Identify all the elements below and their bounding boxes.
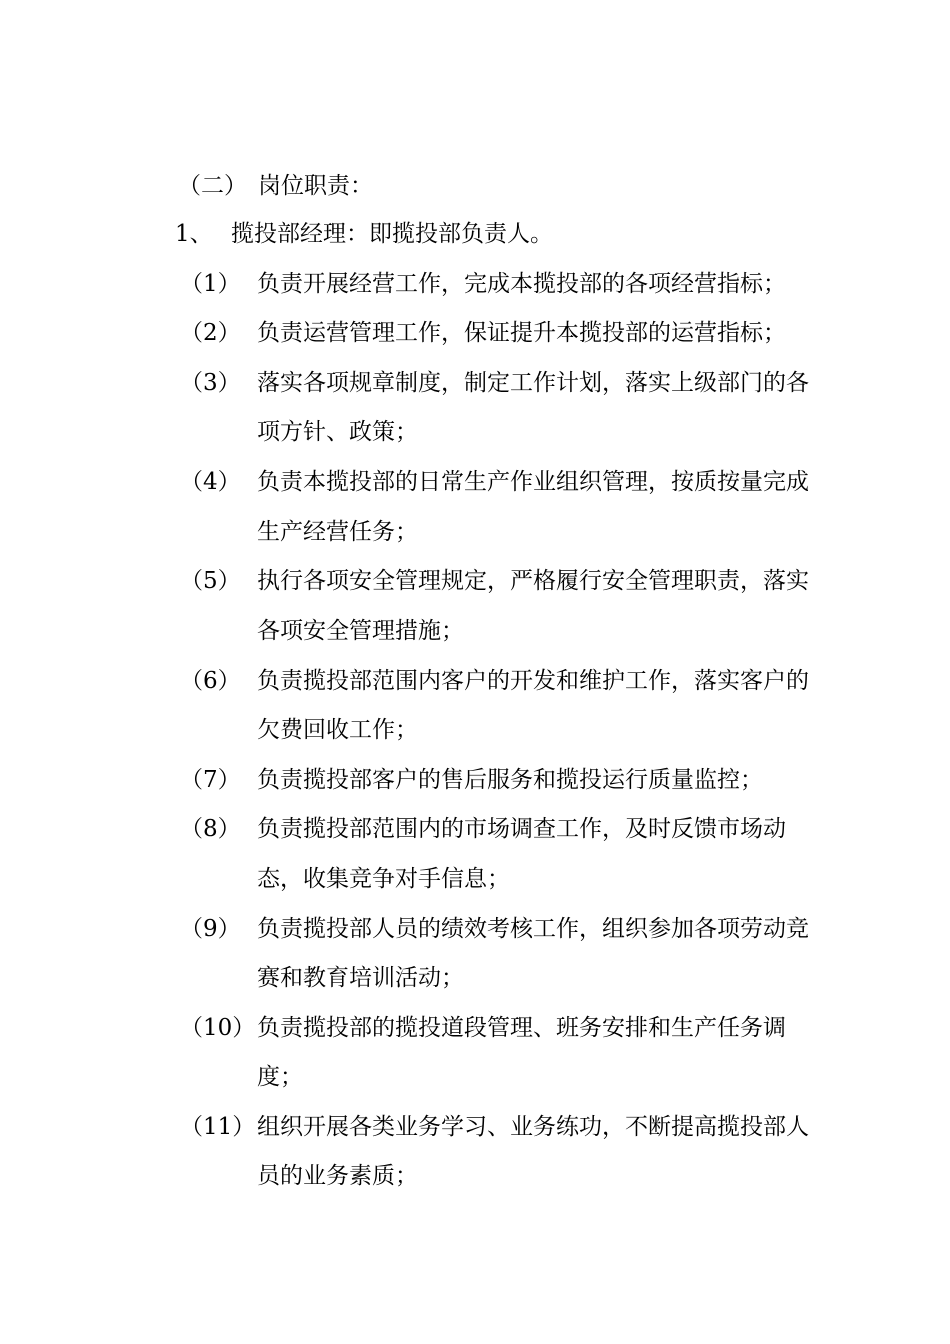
duty-text-line: 项方针、政策；: [257, 419, 418, 445]
duty-number: （1）: [180, 271, 241, 297]
duty-text-line: 员的业务素质；: [257, 1163, 418, 1189]
duty-text-line: 态，收集竞争对手信息；: [257, 866, 510, 892]
duty-text-line: 欠费回收工作；: [257, 717, 418, 743]
duty-text-line: 度；: [257, 1064, 303, 1090]
duty-text-line: 负责揽投部范围内客户的开发和维护工作，落实客户的: [257, 668, 809, 694]
section-number: （二）: [178, 173, 247, 199]
duty-number: （6）: [180, 668, 241, 694]
duty-number: （2）: [180, 320, 241, 346]
role-title: 揽投部经理：即揽投部负责人。: [231, 221, 553, 247]
role-heading: [175, 220, 553, 248]
duty-number: （5）: [180, 568, 241, 594]
duty-text-line: 组织开展各类业务学习、业务练功，不断提高揽投部人: [257, 1114, 809, 1140]
duty-text-line: 执行各项安全管理规定，严格履行安全管理职责，落实: [257, 568, 809, 594]
duty-number: （4）: [180, 469, 241, 495]
duty-text-line: 负责运营管理工作，保证提升本揽投部的运营指标；: [257, 320, 786, 346]
duty-text-line: 负责揽投部客户的售后服务和揽投运行质量监控；: [257, 767, 763, 793]
role-number: 1、: [175, 221, 213, 247]
duty-text-line: 负责揽投部范围内的市场调查工作，及时反馈市场动: [257, 816, 786, 842]
duty-text-line: 落实各项规章制度，制定工作计划，落实上级部门的各: [257, 370, 809, 396]
section-heading: [178, 172, 373, 200]
duty-text-line: 负责揽投部的揽投道段管理、班务安排和生产任务调: [257, 1015, 786, 1041]
duty-text-line: 负责开展经营工作，完成本揽投部的各项经营指标；: [257, 271, 786, 297]
duty-number: （3）: [180, 370, 241, 396]
duty-number: （9）: [180, 916, 241, 942]
duty-text-line: 各项安全管理措施；: [257, 618, 464, 644]
section-title: 岗位职责：: [258, 173, 373, 199]
duty-text-line: 负责揽投部人员的绩效考核工作，组织参加各项劳动竞: [257, 916, 809, 942]
duty-text-line: 赛和教育培训活动；: [257, 965, 464, 991]
duty-text-line: 生产经营任务；: [257, 519, 418, 545]
duty-text-line: 负责本揽投部的日常生产作业组织管理，按质按量完成: [257, 469, 809, 495]
duty-number: （11）: [180, 1114, 256, 1140]
duty-number: （7）: [180, 767, 241, 793]
duty-number: （8）: [180, 816, 241, 842]
duty-number: （10）: [180, 1015, 256, 1041]
